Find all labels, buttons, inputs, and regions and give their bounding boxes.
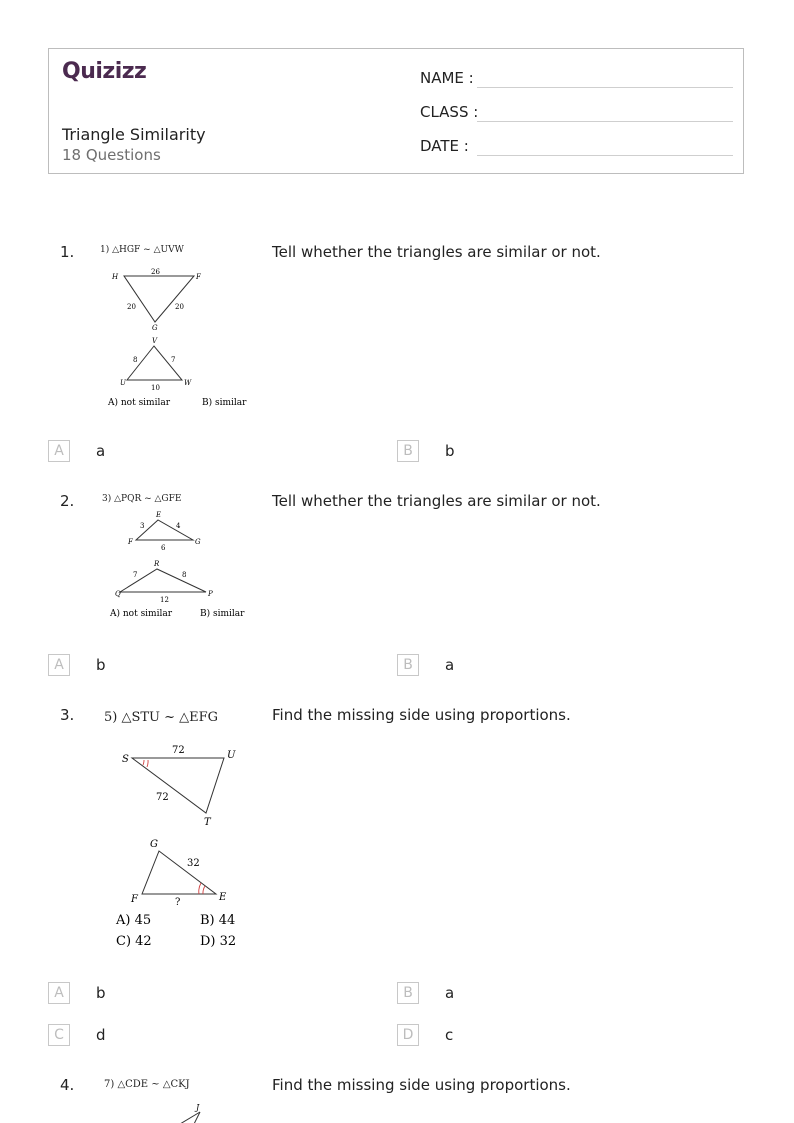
vertex-label: U [227,750,236,761]
worksheet-title: Triangle Similarity [62,125,206,144]
option-text[interactable]: b [445,442,455,460]
side-label: 12 [160,596,169,604]
question-text: Tell whether the triangles are similar or not. [272,492,601,510]
question-number: 1. [60,243,75,261]
question-figure [96,488,266,626]
date-line[interactable] [477,155,733,156]
vertex-label: Q [115,590,121,598]
vertex-label: H [112,273,119,281]
side-label: 3 [140,522,145,530]
figure-caption: 1) △HGF ~ △UVW [100,245,184,255]
question-text: Find the missing side using proportions. [272,706,571,724]
question-number: 4. [60,1076,75,1094]
date-label: DATE : [420,137,469,155]
question-number: 2. [60,492,75,510]
figure-caption: 5) △STU ~ △EFG [104,710,219,725]
side-label: 4 [176,522,181,530]
side-label: ? [175,897,181,908]
class-label: CLASS : [420,103,479,121]
figure-choice: A) not similar [110,609,173,619]
option-text[interactable]: b [96,984,106,1002]
figure-choice: B) 44 [200,913,236,928]
question-text: Find the missing side using proportions. [272,1076,571,1094]
triangle-stu [132,758,224,813]
side-label: 7 [171,356,176,364]
option-text[interactable]: d [96,1026,106,1044]
vertex-label: W [184,379,192,387]
name-field[interactable] [420,69,474,87]
question-figure [96,700,266,956]
option-text[interactable]: c [445,1026,454,1044]
figure-choice: A) 45 [116,913,152,928]
option-letter-a[interactable]: A [48,440,70,462]
triangle-efg [142,851,216,894]
angle-mark [143,760,148,767]
vertex-label: E [219,892,227,903]
option-letter-a[interactable]: A [48,982,70,1004]
figure-caption: 7) △CDE ~ △CKJ [104,1079,190,1090]
option-letter-b[interactable]: B [397,654,419,676]
vertex-label: T [204,817,211,828]
vertex-label: F [196,273,201,281]
side-label: 8 [182,571,187,579]
question-text: Tell whether the triangles are similar or not. [272,243,601,261]
figure-choice: D) 32 [200,934,237,949]
vertex-label: U [120,379,126,387]
vertex-label: R [154,560,160,568]
side-label: 72 [156,792,169,803]
name-label: NAME : [420,69,474,87]
side-label: 10 [151,384,160,392]
side-label: 8 [133,356,138,364]
option-letter-d[interactable]: D [397,1024,419,1046]
class-field[interactable] [420,103,478,121]
option-text[interactable]: a [445,984,455,1002]
option-text[interactable]: a [96,442,106,460]
quizizz-logo: Quizizz [62,59,147,84]
figure-choice: B) similar [200,609,245,619]
option-letter-b[interactable]: B [397,982,419,1004]
side-label: 6 [161,544,166,552]
vertex-label: J [196,1103,200,1112]
vertex-label: E [156,511,162,519]
question-count: 18 Questions [62,146,161,164]
option-letter-c[interactable]: C [48,1024,70,1046]
worksheet-header [48,48,744,174]
option-text[interactable]: b [96,656,106,674]
question-figure [96,238,266,416]
vertex-label: G [150,839,158,850]
question-figure [96,1072,266,1123]
side-label: 20 [127,303,136,311]
triangle-hgf [124,276,194,322]
triangle-gfe [136,520,193,540]
class-line[interactable] [477,121,733,122]
option-text[interactable]: a [445,656,455,674]
vertex-label: F [128,538,133,546]
side-label: 7 [133,571,138,579]
option-letter-a[interactable]: A [48,654,70,676]
figure-caption: 3) △PQR ~ △GFE [102,494,182,504]
figure-choice: B) similar [202,398,247,408]
option-letter-b[interactable]: B [397,440,419,462]
question-number: 3. [60,706,75,724]
name-line[interactable] [477,87,733,88]
date-field[interactable] [420,137,469,155]
side-label: 72 [172,745,185,756]
side-label: 20 [175,303,184,311]
figure-choice: A) not similar [108,398,171,408]
vertex-label: V [152,337,158,345]
vertex-label: S [122,754,129,765]
figure-choice: C) 42 [116,934,152,949]
vertex-label: G [152,324,158,332]
vertex-label: P [208,590,213,598]
vertex-label: F [131,894,138,905]
vertex-label: G [195,538,201,546]
side-label: 26 [151,268,160,276]
side-label: 32 [187,858,200,869]
